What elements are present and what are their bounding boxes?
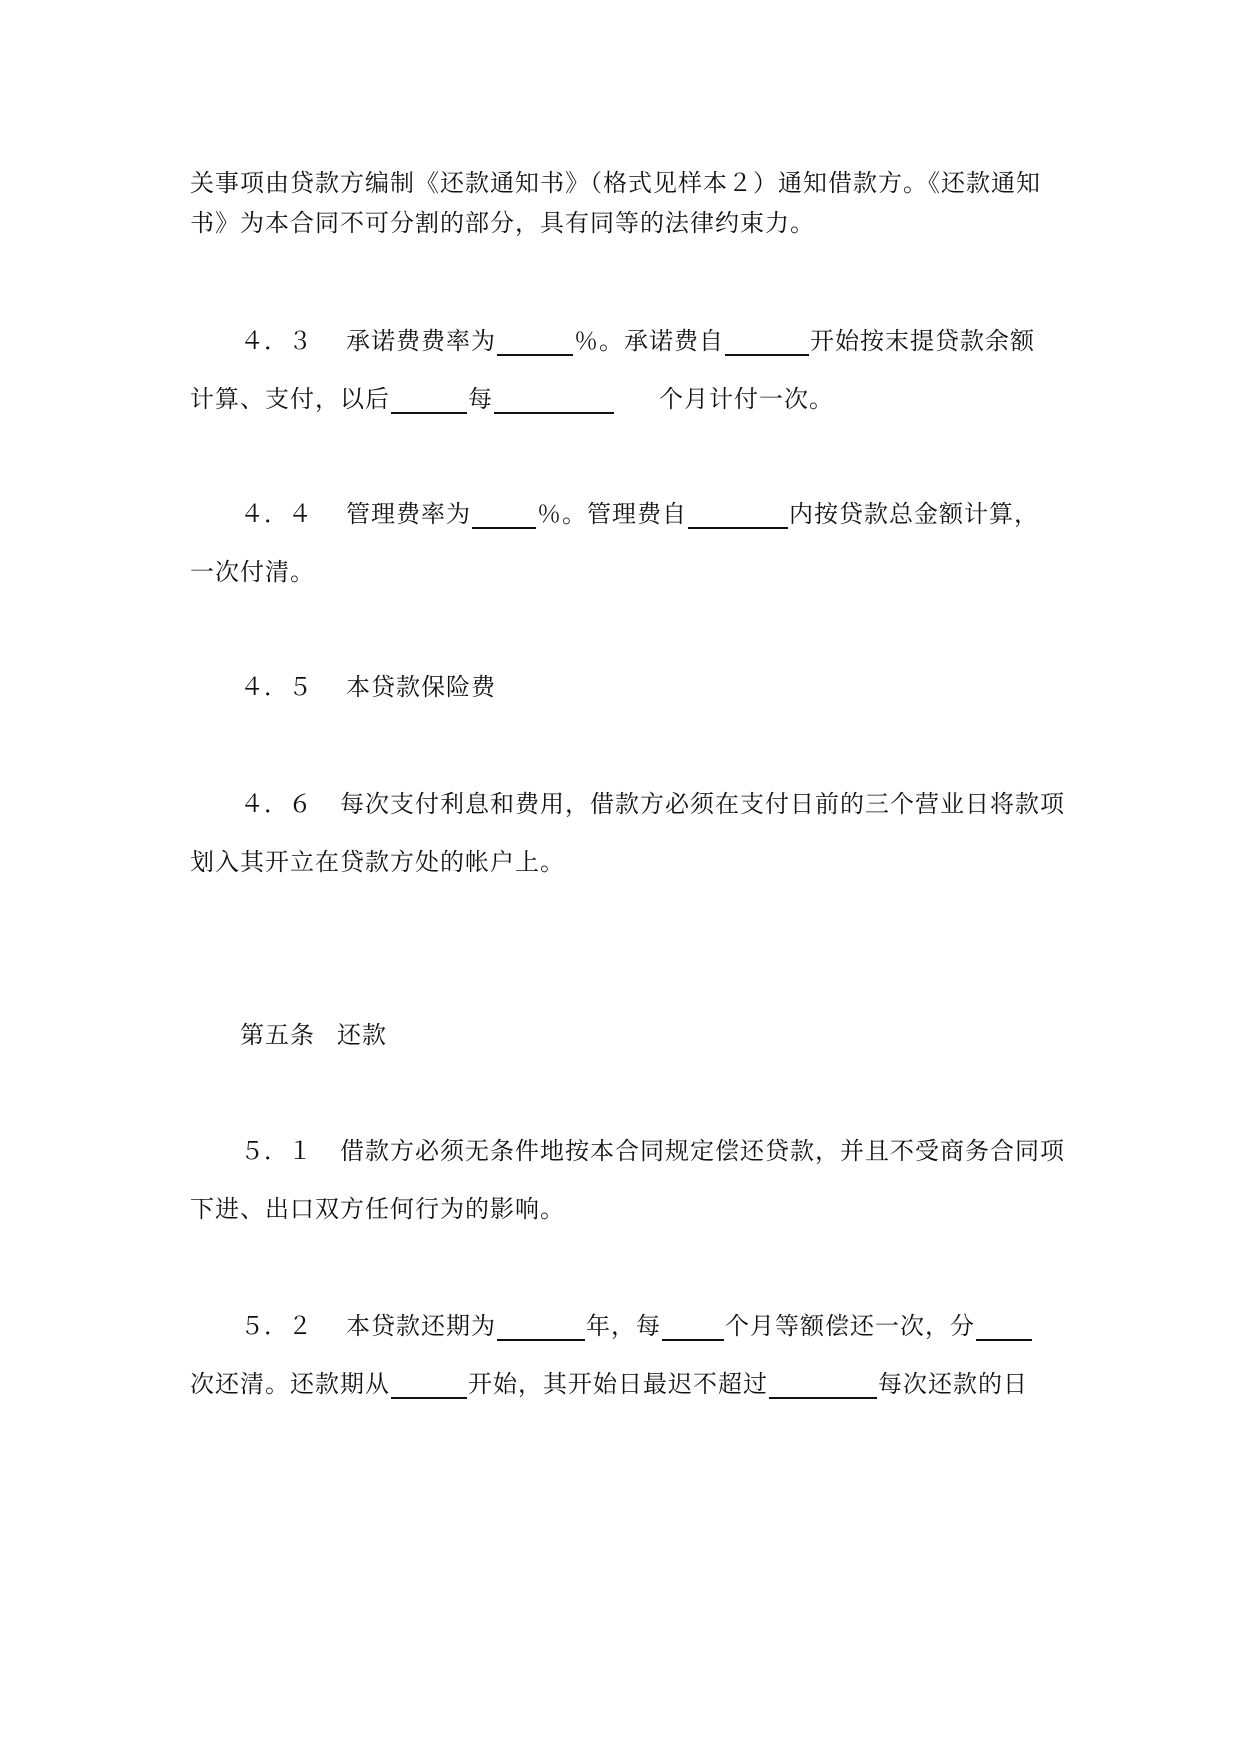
clause-text: 每	[468, 385, 493, 413]
paragraph-text: 书》为本合同不可分割的部分，具有同等的法律约束力。	[190, 209, 815, 237]
clause-text: ％。管理费自	[537, 500, 687, 528]
clause-text: 年，每	[586, 1312, 661, 1340]
clause-text: 次还清。还款期从	[190, 1370, 390, 1398]
clause-4-6-line2	[190, 847, 565, 877]
clause-text: 本贷款还期为	[346, 1312, 496, 1340]
clause-text: 内按贷款总金额计算，	[789, 500, 1039, 528]
fill-blank-commitment-start[interactable]	[725, 328, 809, 356]
clause-text: 每次支付利息和费用，借款方必须在支付日前的三个营业日将款项	[340, 790, 1065, 818]
clause-text: 管理费率为	[346, 500, 471, 528]
clause-text: 借款方必须无条件地按本合同规定偿还贷款，并且不受商务合同项	[340, 1137, 1065, 1165]
clause-text: ％。承诺费自	[574, 327, 724, 355]
clause-4-5-line1	[240, 672, 496, 702]
clause-4-3-line2	[190, 384, 834, 414]
clause-5-2-line1	[240, 1311, 1033, 1341]
clause-text: 本贷款保险费	[346, 673, 496, 701]
paragraph-line	[190, 208, 815, 238]
fill-blank-management-rate[interactable]	[472, 501, 536, 529]
clause-number: ４．６	[240, 790, 312, 818]
fill-blank-commitment-rate[interactable]	[497, 328, 573, 356]
fill-blank-months[interactable]	[494, 386, 614, 414]
clause-number: ５．１	[240, 1137, 312, 1165]
clause-text: 开始按末提贷款余额	[810, 327, 1035, 355]
clause-5-1-line1	[240, 1136, 1065, 1166]
fill-blank-management-start[interactable]	[688, 501, 788, 529]
clause-text: 划入其开立在贷款方处的帐户上。	[190, 848, 565, 876]
clause-text: 每次还款的日	[878, 1370, 1028, 1398]
clause-text: 开始，其开始日最迟不超过	[468, 1370, 768, 1398]
clause-4-6-line1	[240, 789, 1065, 819]
article-5-heading	[240, 1020, 387, 1050]
clause-text: 计算、支付，以后	[190, 385, 390, 413]
fill-blank-repay-months[interactable]	[662, 1313, 724, 1341]
fill-blank-latest-date[interactable]	[769, 1371, 877, 1399]
clause-number: ５．２	[240, 1312, 312, 1340]
clause-text: 下进、出口双方任何行为的影响。	[190, 1195, 565, 1223]
clause-text: 一次付清。	[190, 558, 315, 586]
clause-4-4-line2	[190, 557, 315, 587]
clause-number: ４．４	[240, 500, 312, 528]
article-label: 第五条	[240, 1021, 315, 1049]
clause-number: ４．３	[240, 327, 312, 355]
clause-text: 个月等额偿还一次，分	[725, 1312, 975, 1340]
paragraph-text: 关事项由贷款方编制《还款通知书》（格式见样本２）通知借款方。《还款通知	[190, 169, 1041, 197]
clause-text: 承诺费费率为	[346, 327, 496, 355]
clause-number: ４．５	[240, 673, 312, 701]
clause-4-4-line1	[240, 499, 1039, 529]
fill-blank-repay-start[interactable]	[391, 1371, 467, 1399]
paragraph-line	[190, 168, 1041, 198]
clause-5-1-line2	[190, 1194, 565, 1224]
clause-4-3-line1	[240, 326, 1035, 356]
fill-blank-repay-years[interactable]	[497, 1313, 585, 1341]
clause-text: 个月计付一次。	[659, 385, 834, 413]
fill-blank-installments[interactable]	[976, 1313, 1032, 1341]
article-title: 还款	[337, 1021, 387, 1049]
fill-blank-later[interactable]	[391, 386, 467, 414]
clause-5-2-line2	[190, 1369, 1028, 1399]
